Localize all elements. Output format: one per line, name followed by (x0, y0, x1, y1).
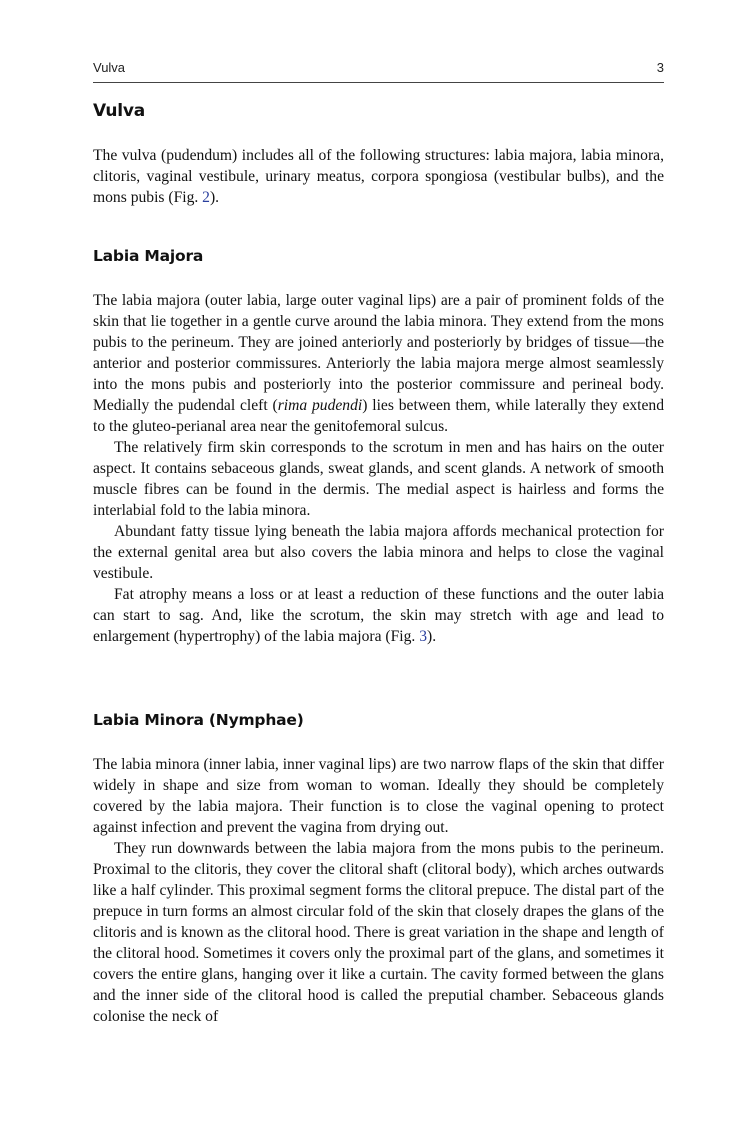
figure-link[interactable]: 3 (419, 628, 428, 645)
paragraph: The labia majora (outer labia, large outer vaginal lips) are a pair of prominent folds of the skin that lie together in a gentle curve around the labia minora. They extend from the mons pubis to the perineum. They are joined anteriorly and posteriorly by bridges of tissue—the anterior and posterior commissures. Anteriorly the labia majora merge almost seamlessly into the mons pubis and posteriorly into the posterior commissure and perineal body. Medially the pudendal cleft (rima pudendi) lies between them, while laterally they extend to the gluteo-perianal area near the genitofemoral sulcus. (93, 292, 665, 435)
running-header (93, 60, 664, 83)
paragraph: Fat atrophy means a loss or at least a reduction of these functions and the outer labia can start to sag. And, like the scrotum, the skin may stretch with age and lead to enlargement (hypertrophy) of the labia majora (Fig. 3). (93, 586, 664, 645)
paragraph: They run downwards between the labia majora from the mons pubis to the perineum. Proximal to the clitoris, they cover the clitoral shaft (clitoral body), which arches outwards like a half cylinder. This proximal segment forms the clitoral prepuce. The distal part of the prepuce in turn forms an almost circular fold of the skin that closely drapes the glans of the clitoris and is known as the clitoral hood. There is great variation in the shape and length of the clitoral hood. Sometimes it covers only the proximal part of the glans, and sometimes it covers the entire glans, hanging over it like a curtain. The cavity formed between the glans and the inner side of the clitoral hood is called the preputial chamber. Sebaceous glands colonise the neck of (93, 840, 664, 1025)
section-heading-labia-minora: Labia Minora (Nymphae) (93, 711, 304, 729)
section-heading-labia-majora: Labia Majora (93, 247, 204, 265)
paragraph: The labia minora (inner labia, inner vaginal lips) are two narrow flaps of the skin that differ widely in shape and size from woman to woman. Ideally they should be completely covered by the labia majora. Their function is to close the vaginal opening to protect against infection and prevent the vagina from drying out. (93, 756, 664, 836)
labia-majora-body (93, 290, 664, 647)
vulva-body (93, 145, 664, 208)
labia-minora-body (93, 754, 664, 1027)
paragraph: Abundant fatty tissue lying beneath the labia majora affords mechanical protection for the external genital area but also covers the labia minora and helps to close the vaginal vestibule. (93, 523, 664, 582)
page-number: 3 (656, 60, 664, 75)
section-heading-vulva: Vulva (93, 101, 146, 121)
paragraph: The relatively firm skin corresponds to the scrotum in men and has hairs on the outer aspect. It contains sebaceous glands, sweat glands, and scent glands. A network of smooth muscle fibres can be found in the dermis. The medial aspect is hairless and forms the interlabial fold to the labia minora. (93, 439, 664, 519)
paragraph: The vulva (pudendum) includes all of the following structures: labia majora, labia minora, clitoris, vaginal vestibule, urinary meatus, corpora spongiosa (vestibular bulbs), and the mons pubis (Fig. 2). (93, 147, 664, 206)
figure-link[interactable]: 2 (202, 189, 210, 206)
running-title: Vulva (93, 60, 126, 75)
